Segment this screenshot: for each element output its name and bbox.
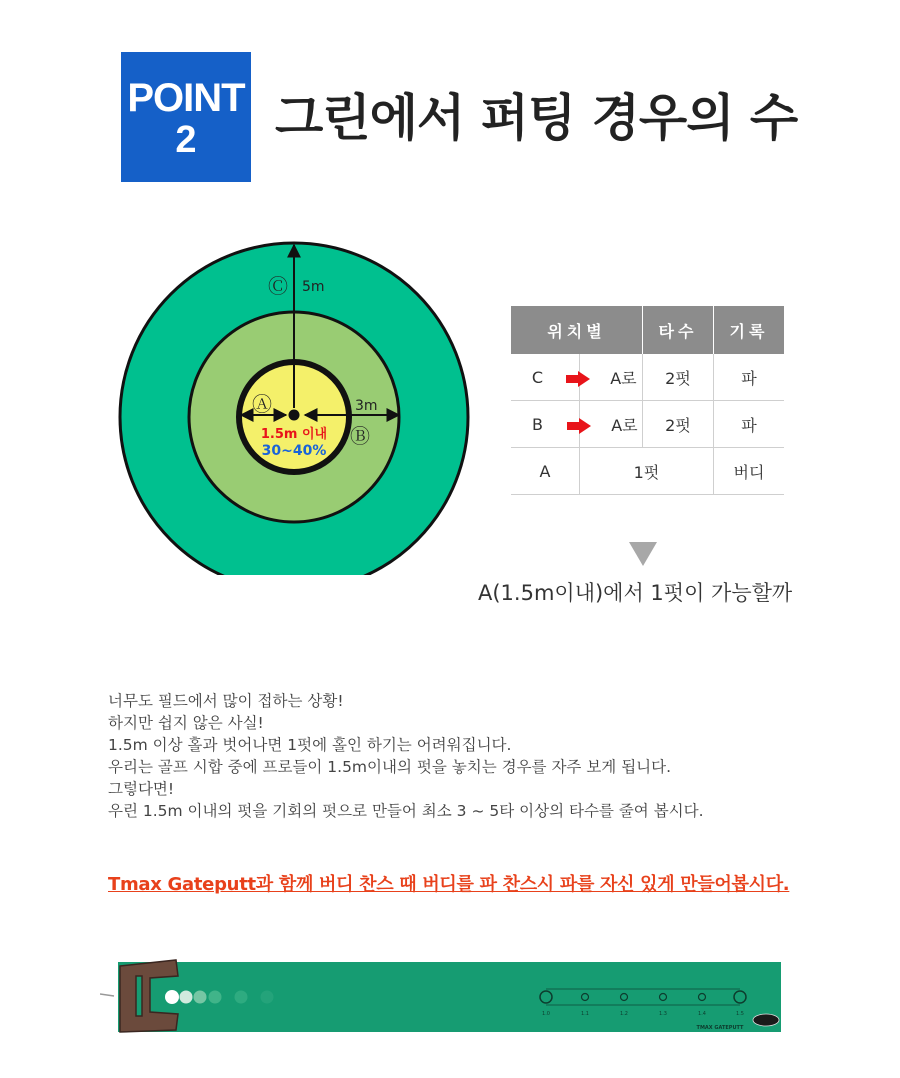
table-header-row — [511, 306, 784, 354]
row-record: 파 — [714, 354, 785, 401]
scale-label: 1.0 — [542, 1011, 550, 1017]
red-arrow-icon — [567, 416, 591, 435]
table-row — [511, 401, 784, 448]
scale-label: 1.1 — [581, 1011, 589, 1017]
scale-label: 1.2 — [620, 1011, 628, 1017]
label-5m: 5m — [302, 279, 325, 295]
header-record: 기록 — [714, 306, 785, 354]
brand-logo-icon — [753, 1014, 779, 1026]
paragraph-line: 그렇다면! — [108, 780, 175, 798]
ball-trail — [180, 991, 193, 1004]
scale-label: 1.5 — [736, 1011, 744, 1017]
row-position: B — [531, 414, 543, 434]
putting-score-table — [511, 306, 784, 495]
row-record: 파 — [714, 401, 785, 448]
brand-text: TMAX GATEPUTT — [696, 1025, 744, 1031]
row-position: C — [531, 367, 544, 387]
badge-line2: 2 — [175, 119, 197, 161]
row-strokes: 1펏 — [580, 448, 714, 495]
hole-icon — [289, 410, 300, 421]
paragraph-line: 하지만 쉽지 않은 사실! — [108, 714, 264, 732]
header-position: 위치별 — [511, 306, 643, 354]
putter-shaft — [100, 994, 114, 996]
gateputt-mat-image — [100, 952, 790, 1034]
triangle-down-icon — [629, 542, 657, 566]
label-3m: 3m — [355, 398, 378, 414]
golf-ball-icon — [165, 990, 179, 1004]
cta-text: Tmax Gateputt과 함께 버디 찬스 때 버디를 파 찬스시 파를 자신 있게 만들어봅시다. — [108, 874, 790, 895]
row-target: A로 — [611, 415, 638, 435]
putting-green-diagram — [110, 235, 480, 575]
paragraph-line: 1.5m 이상 홀과 벗어나면 1펏에 홀인 하기는 어려워집니다. — [108, 736, 512, 754]
section-title: 그린에서 퍼팅 경우의 수 — [275, 89, 798, 147]
paragraph-line: 우린 1.5m 이내의 펏을 기회의 펏으로 만들어 최소 3 ~ 5타 이상의 타수를 줄여 봅시다. — [108, 802, 704, 820]
paragraph-line: 우리는 골프 시합 중에 프로들이 1.5m이내의 펏을 놓치는 경우를 자주 보게 됩니다. — [108, 758, 672, 776]
row-strokes: 2펏 — [643, 354, 714, 401]
label-b: Ⓑ — [350, 424, 370, 448]
paragraph-line: 너무도 필드에서 많이 접하는 상황! — [108, 692, 344, 710]
ball-trail — [261, 991, 274, 1004]
red-arrow-icon — [566, 369, 590, 388]
ball-trail — [209, 991, 222, 1004]
scale-label: 1.3 — [659, 1011, 667, 1017]
label-a: Ⓐ — [252, 392, 272, 416]
row-target: A로 — [610, 368, 637, 388]
table-row — [511, 448, 784, 495]
scale-label: 1.4 — [698, 1011, 706, 1017]
inner-percent-text: 30~40% — [261, 443, 327, 459]
row-strokes: 2펏 — [643, 401, 714, 448]
row-record: 버디 — [714, 448, 785, 495]
row-position: A — [511, 448, 580, 495]
badge-line1: POINT — [127, 76, 245, 120]
ball-trail — [235, 991, 248, 1004]
table-row — [511, 354, 784, 401]
label-c: Ⓒ — [268, 274, 288, 298]
point-badge — [121, 52, 251, 182]
header-strokes: 타수 — [643, 306, 714, 354]
question-text: A(1.5m이내)에서 1펏이 가능할까 — [478, 581, 793, 605]
ball-trail — [194, 991, 207, 1004]
inner-distance-text: 1.5m 이내 — [260, 427, 328, 442]
body-paragraphs — [108, 690, 704, 822]
